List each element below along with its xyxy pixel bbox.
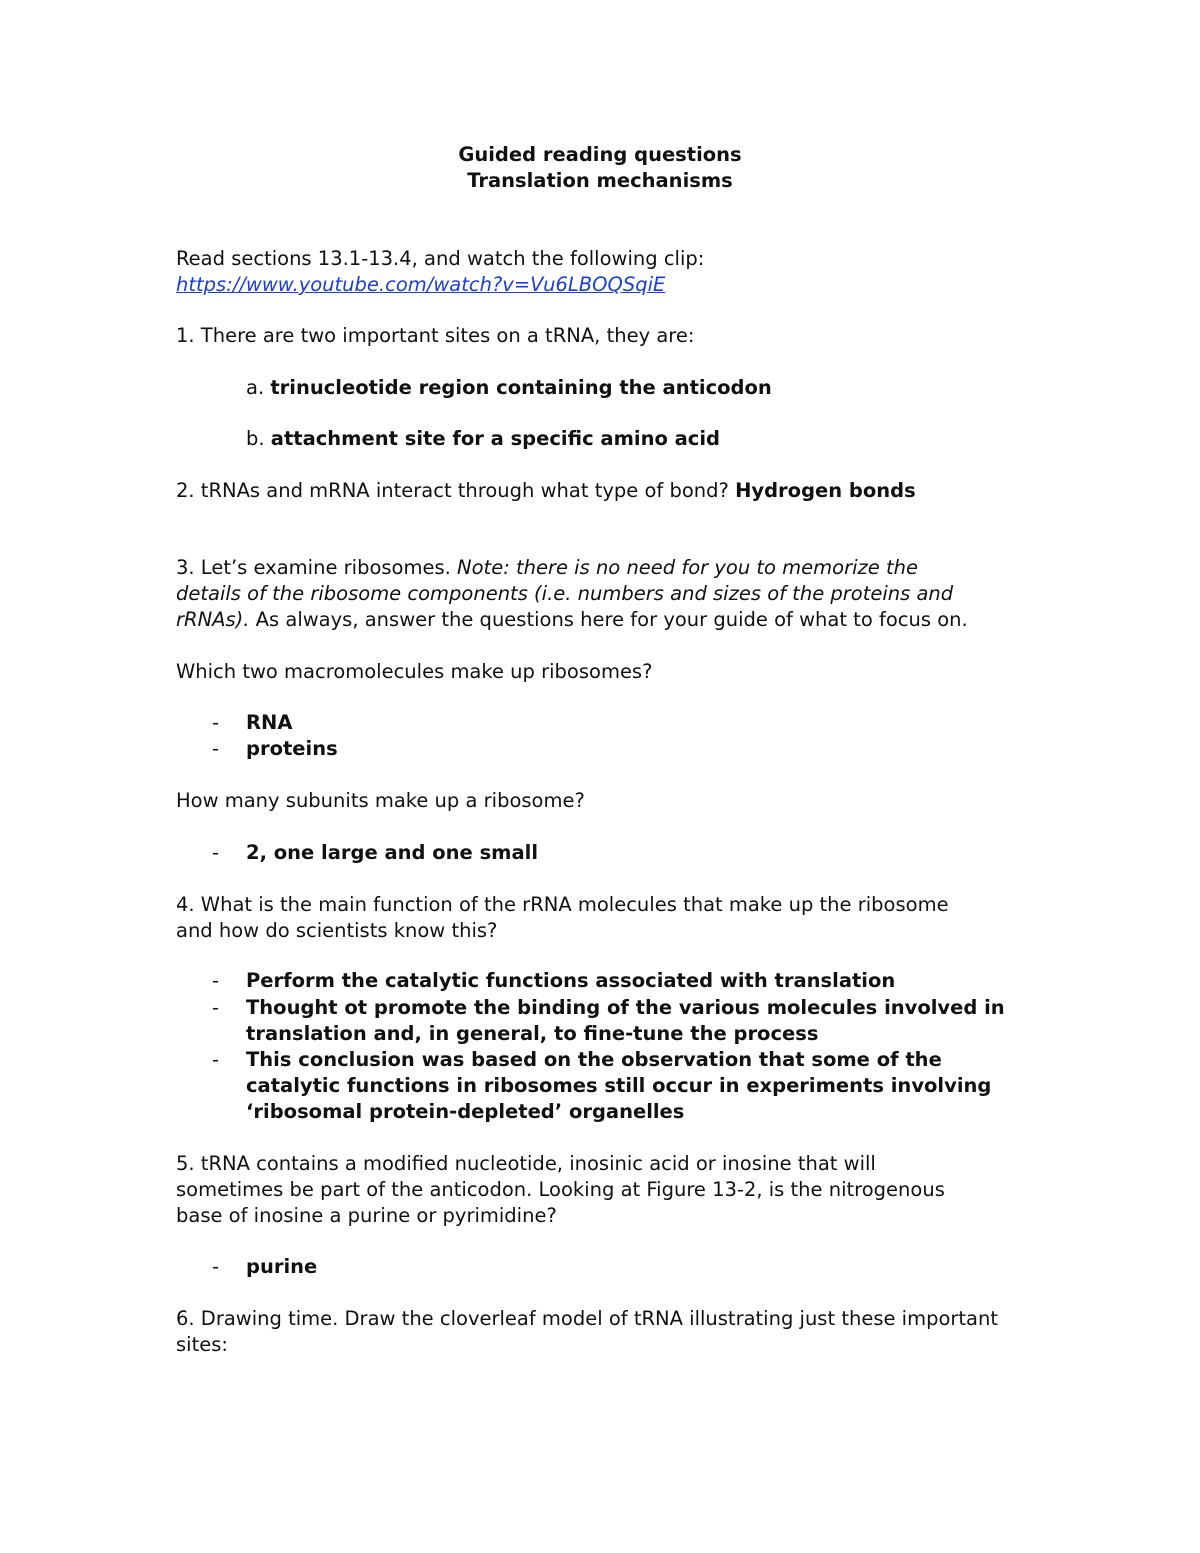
answer-1a-prefix: a. [246,376,265,399]
answer-3-sub1-proteins: proteins [246,737,338,760]
answer-1a-text: trinucleotide region containing the anticodon [270,376,772,399]
question-3-intro: 3. Let’s examine ribosomes. [176,556,451,579]
question-4-line2: and how do scientists know this? [176,919,498,942]
question-3-line1 [176,555,1046,581]
question-3-sub1: Which two macromolecules make up ribosomes? [176,660,653,683]
answer-2: Hydrogen bonds [735,479,916,502]
bullet-dash: - [212,996,220,1019]
bullet-dash: - [212,841,220,864]
question-2 [176,478,1046,504]
question-1: 1. There are two important sites on a tRNA, they are: [176,324,695,347]
bullet-dash: - [212,1048,220,1071]
answer-4-text: Perform the catalytic functions associated with translation [246,969,896,992]
answer-4-text: This conclusion was based on the observation that some of the catalytic functions in ribosomes still occur in experiments involving ‘ribosomal protein-depleted’ organelles [246,1048,992,1123]
intro-text: Read sections 13.1-13.4, and watch the following clip: [176,247,705,270]
question-2-text: 2. tRNAs and mRNA interact through what type of bond? [176,479,729,502]
answer-1a [246,375,772,401]
document-title: Guided reading questions [458,143,742,166]
question-3-sub2: How many subunits make up a ribosome? [176,789,585,812]
question-6-line1: 6. Drawing time. Draw the cloverleaf model of tRNA illustrating just these important [176,1307,999,1330]
bullet-dash: - [212,711,220,734]
question-3-note-2: details of the ribosome components (i.e. numbers and sizes of the proteins and [176,582,954,605]
question-3-note-3: rRNAs). [176,608,250,631]
question-5-line1: 5. tRNA contains a modified nucleotide, inosinic acid or inosine that will [176,1152,876,1175]
answer-3-sub1-rna: RNA [246,711,293,734]
video-link[interactable]: https://www.youtube.com/watch?v=Vu6LBOQSqiE [176,273,666,296]
question-3-note-1: Note: there is no need for you to memorize the [457,556,918,579]
question-3-guidance: As always, answer the questions here for your guide of what to focus on. [255,608,968,631]
answer-5-text: purine [246,1255,318,1278]
intro-link-line [176,272,1046,298]
answer-1b-text: attachment site for a specific amino acid [270,427,721,450]
question-3-line3 [176,607,1046,633]
answer-3-sub2: 2, one large and one small [246,841,539,864]
bullet-dash: - [212,737,220,760]
answer-1b [246,426,720,452]
bullet-dash: - [212,969,220,992]
question-4-line1: 4. What is the main function of the rRNA molecules that make up the ribosome [176,893,949,916]
bullet-dash: - [212,1255,220,1278]
question-5-line3: base of inosine a purine or pyrimidine? [176,1204,557,1227]
question-5-line2: sometimes be part of the anticodon. Looking at Figure 13-2, is the nitrogenous [176,1178,945,1201]
document-subtitle: Translation mechanisms [467,169,733,192]
answer-1b-prefix: b. [246,427,265,450]
question-6-line2: sites: [176,1333,228,1356]
answer-4-text: Thought ot promote the binding of the various molecules involved in translation and, in general, to fine-tune the process [246,996,1005,1045]
